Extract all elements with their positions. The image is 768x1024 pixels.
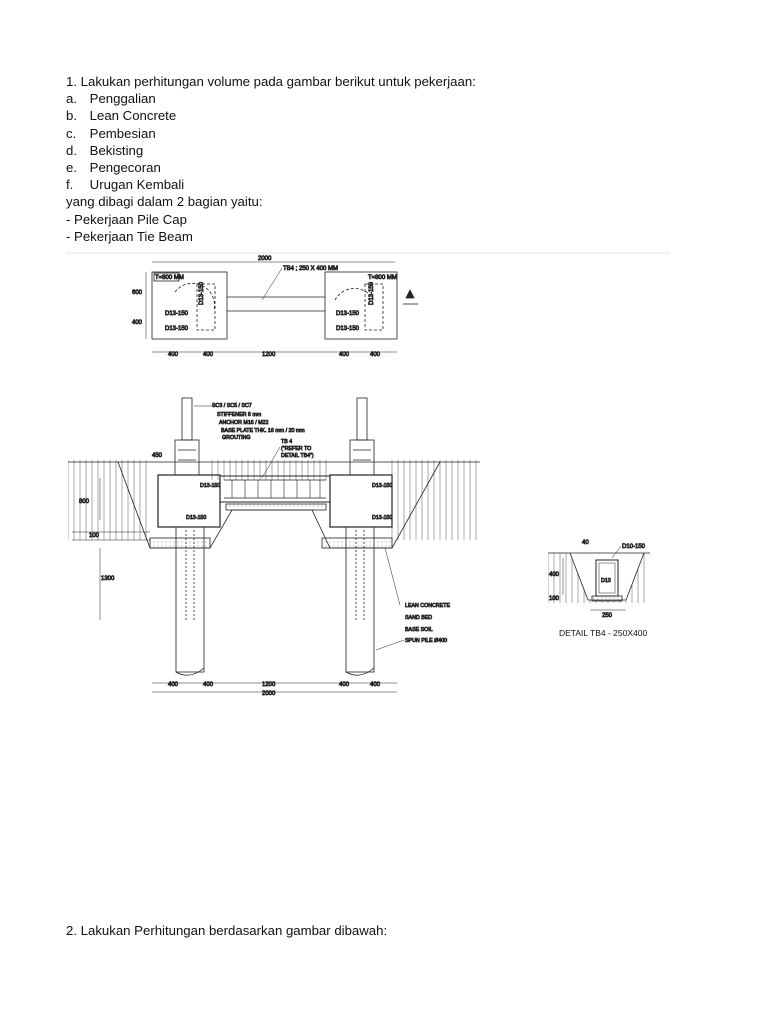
section-rebar-1: D13-150	[200, 483, 221, 489]
callout-sand-bed: SAND BED	[405, 615, 433, 621]
detail-top-dim: 40	[582, 540, 589, 546]
part-tie-beam: - Pekerjaan Tie Beam	[66, 228, 193, 244]
callout-base-soil: BASE SOIL	[405, 627, 433, 633]
detail-rebar-inner: D13	[601, 578, 611, 584]
callout-column: SC3 / SC5 / SC7	[212, 403, 252, 409]
section-dim-450: 450	[152, 453, 163, 459]
callout-spun-pile: SPUN PILE Ø400	[405, 638, 448, 644]
work-item-f: f. Urugan Kembali	[66, 177, 185, 193]
callout-stiffener: STIFFENER 6 mm	[217, 412, 262, 418]
detail-tb4	[548, 540, 650, 638]
section-dim-1300: 1300	[101, 576, 115, 582]
plan-rebar-right: D13-150	[336, 311, 360, 317]
detail-rebar-label: D10-150	[622, 544, 646, 550]
detail-dim-100: 100	[549, 596, 560, 602]
plan-bottom-dim-4: 400	[339, 352, 350, 358]
detail-dim-400: 400	[549, 572, 560, 578]
section-rebar-3: D13-150	[372, 483, 393, 489]
part-pile-cap: - Pekerjaan Pile Cap	[66, 211, 187, 227]
section-overall-width: 2000	[262, 691, 276, 697]
plan-rebar-vert-left: D13-150	[199, 281, 205, 305]
plan-cap-thickness-right: T=800 MM	[368, 275, 397, 281]
plan-dim-600: 600	[132, 290, 143, 296]
detail-bottom-dim: 250	[602, 613, 613, 619]
plan-cap-thickness-left: T=800 MM	[155, 275, 184, 281]
section-bottom-dim-1: 400	[168, 682, 179, 688]
callout-tb4-2: ("REFER TO	[281, 446, 312, 452]
section-rebar-2: D13-150	[186, 515, 207, 521]
callout-tb4-1: TB 4	[281, 439, 293, 445]
svg-text:D13-150: D13-150	[165, 326, 189, 332]
question-1-intro: 1. Lakukan perhitungan volume pada gambar berikut untuk pekerjaan:	[66, 74, 476, 89]
work-item-b: b. Lean Concrete	[66, 108, 177, 124]
callout-anchor: ANCHOR M16 / M22	[219, 420, 269, 426]
callout-grouting: GROUTING	[222, 435, 251, 441]
callout-lean-concrete: LEAN CONCRETE	[405, 603, 451, 609]
plan-view	[66, 253, 670, 358]
section-bottom-dim-4: 400	[339, 682, 350, 688]
plan-bottom-dim-2: 400	[203, 352, 214, 358]
section-view	[68, 398, 480, 697]
question-2: 2. Lakukan Perhitungan berdasarkan gambar dibawah:	[66, 923, 388, 938]
work-item-d: d. Bekisting	[66, 142, 144, 158]
plan-overall-width: 2000	[258, 256, 272, 262]
callout-tb4-3: DETAIL TB4")	[281, 453, 314, 459]
work-item-a: a. Penggalian	[66, 91, 156, 107]
section-bottom-dim-3: 1200	[262, 682, 276, 688]
section-dim-100: 100	[89, 533, 100, 539]
section-bottom-dim-5: 400	[370, 682, 381, 688]
plan-tie-beam-label: TB4 ; 250 X 400 MM	[283, 266, 339, 272]
section-bottom-dim-2: 400	[203, 682, 214, 688]
svg-text:D13-150: D13-150	[336, 326, 360, 332]
plan-bottom-dim-3: 1200	[262, 352, 276, 358]
callout-base-plate: BASE PLATE THK. 16 mm / 20 mm	[221, 428, 305, 434]
plan-pile-cap-left	[152, 272, 227, 339]
svg-text:D13-150: D13-150	[372, 515, 393, 521]
work-item-e: e. Pengecoran	[66, 160, 161, 176]
plan-bottom-dim-5: 400	[370, 352, 381, 358]
plan-dim-400: 400	[132, 320, 143, 326]
section-dim-800: 800	[79, 499, 90, 505]
detail-tb4-title: DETAIL TB4 - 250X400	[559, 628, 648, 638]
plan-bottom-dim-1: 400	[168, 352, 179, 358]
split-intro: yang dibagi dalam 2 bagian yaitu:	[66, 194, 263, 210]
plan-rebar-vert-right: D13-150	[369, 281, 375, 305]
work-item-c: c. Pembesian	[66, 125, 156, 141]
plan-rebar-left: D13-150	[165, 311, 189, 317]
